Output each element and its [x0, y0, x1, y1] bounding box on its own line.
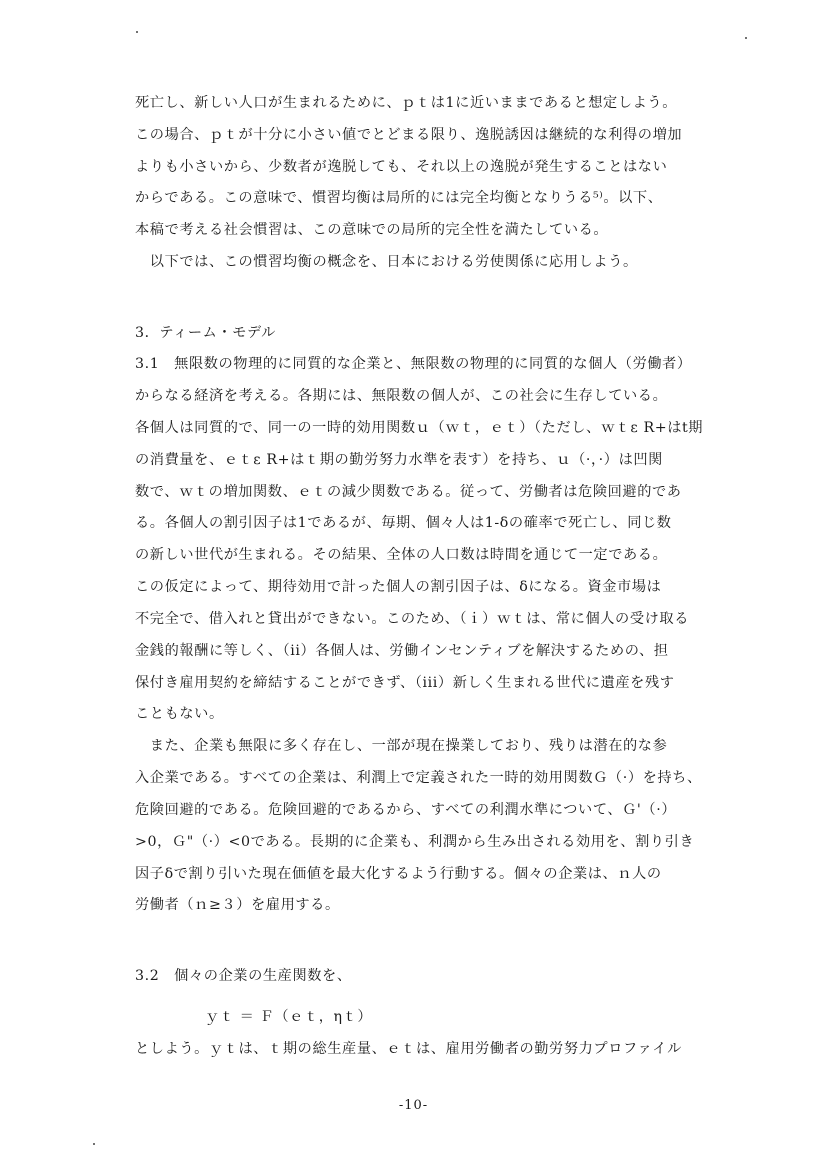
scan-speck [93, 1143, 95, 1145]
text-line: 危険回避的である。危険回避的であるから、すべての利潤水準について、Ｇ'（·） [135, 802, 677, 818]
section-heading: 3.2 個々の企業の生産関数を、 [135, 968, 352, 984]
text-line: この仮定によって、期待効用で計った個人の割引因子は、δになる。資金市場は [135, 579, 662, 595]
text-line: の消費量を、ｅｔε R+はｔ期の勤労努力水準を表す）を持ち、ｕ（·，·）は凹関 [135, 452, 663, 468]
text-line: の新しい世代が生まれる。その結果、全体の人口数は時間を通じて一定である。 [135, 547, 668, 563]
text-line: 保付き雇用契約を締結することができず、（iii）新しく生まれる世代に遺産を残す [135, 675, 675, 691]
text-line: 不完全で、借入れと貸出ができない。このため、（ｉ）ｗｔは、常に個人の受け取る [135, 611, 689, 627]
text-line: 入企業である。すべての企業は、利潤上で定義された一時的効用関数Ｇ（·）を持ち、 [135, 770, 702, 786]
text-line: 因子δで割り引いた現在価値を最大化するよう行動する。個々の企業は、ｎ人の [135, 866, 662, 882]
text-line: 労働者（ｎ≥３）を雇用する。 [135, 897, 340, 913]
text-line: >0，Ｇ"（·）<0である。長期的に企業も、利潤から生み出される効用を、割り引き [135, 834, 695, 850]
text-line: 本稿で考える社会慣習は、この意味での局所的完全性を満たしている。 [135, 222, 609, 238]
equation: ｙｔ ＝ Ｆ（ｅｔ，ηｔ） [205, 1009, 373, 1025]
page-number: -10- [398, 1098, 429, 1113]
text-line: こともない。 [135, 706, 224, 722]
text-line: からである。この意味で、慣習均衡は局所的には完全均衡となりうる⁵⁾。以下、 [135, 190, 663, 206]
text-line: 死亡し、新しい人口が生まれるために、ｐｔは1に近いままであると想定しよう。 [135, 95, 677, 111]
section-heading: 3．ティーム・モデル [135, 325, 276, 341]
text-line: からなる経済を考える。各期には、無限数の個人が、この社会に生存している。 [135, 388, 668, 404]
scan-speck [745, 37, 747, 39]
text-line: としよう。ｙｔは、ｔ期の総生産量、ｅｔは、雇用労働者の勤労努力プロファイル [135, 1041, 682, 1057]
text-line: 以下では、この慣習均衡の概念を、日本における労使関係に応用しよう。 [135, 254, 638, 270]
scan-speck [136, 31, 138, 33]
text-line: また、企業も無限に多く存在し、一部が現在操業しており、残りは潜在的な参 [135, 738, 668, 754]
text-line: る。各個人の割引因子は1であるが、毎期、個々人は1-δの確率で死亡し、同じ数 [135, 515, 672, 531]
text-line: この場合、ｐｔが十分に小さい値でとどまる限り、逸脱誘因は継続的な利得の増加 [135, 127, 683, 143]
text-line: 3.1 無限数の物理的に同質的な企業と、無限数の物理的に同質的な個人（労働者） [135, 356, 692, 372]
text-line: よりも小さいから、少数者が逸脱しても、それ以上の逸脱が発生することはない [135, 159, 668, 175]
text-line: 各個人は同質的で、同一の一時的効用関数ｕ（ｗｔ，ｅｔ）（ただし、ｗｔε R+はt期 [135, 420, 704, 436]
text-line: 数で、ｗｔの増加関数、ｅｔの減少関数である。従って、労働者は危険回避的であ [135, 484, 682, 500]
text-line: 金銭的報酬に等しく、（ii）各個人は、労働インセンティブを解決するための、担 [135, 643, 669, 659]
